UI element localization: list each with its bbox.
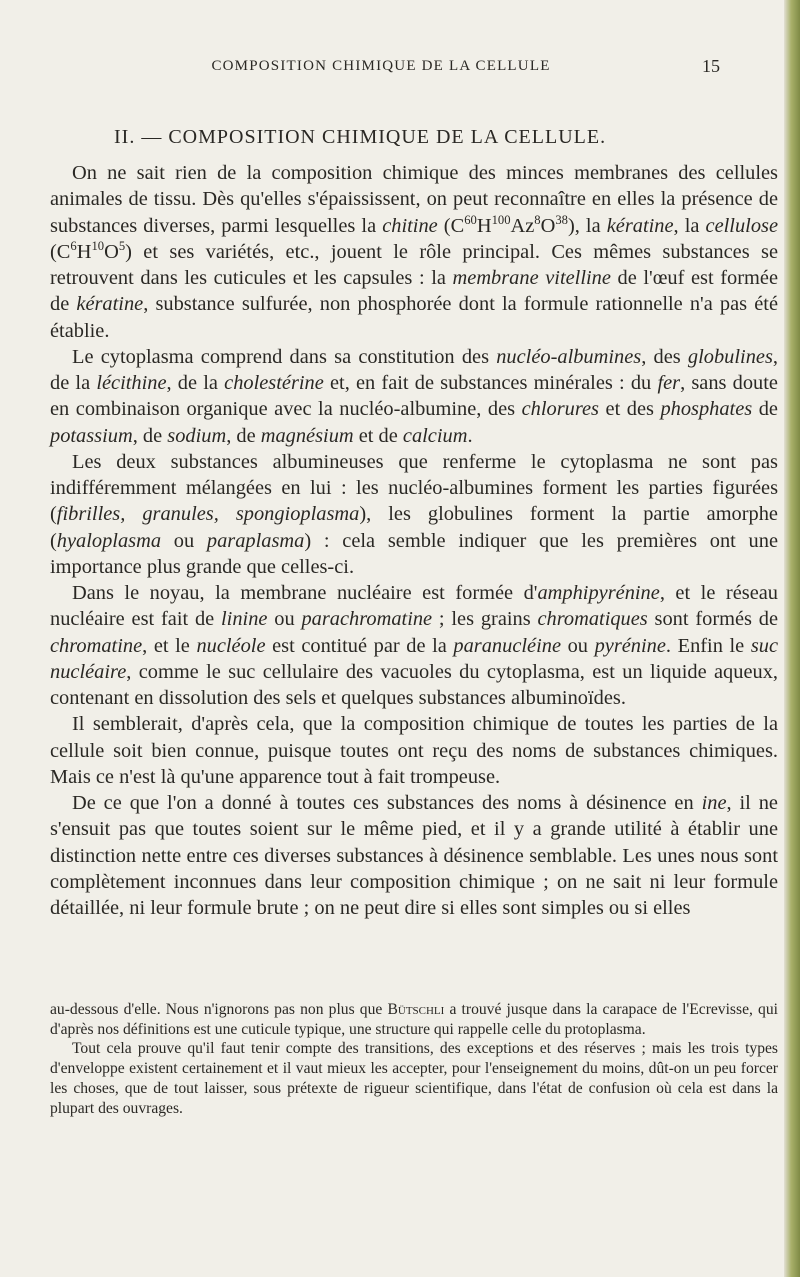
paragraph-2: Le cytoplasma comprend dans sa constitution des nucléo-albumines, des globulines, de la lécithine, de la cholestérine et, en fait de substances minérales : du fer, sans doute en combinaison organique avec la nucléo-albumine, des chlorures et des phosphates de potassium, de sodium, de magnésium et de calcium.	[50, 345, 778, 447]
paragraph-4: Dans le noyau, la membrane nucléaire est formée d'amphipyrénine, et le réseau nucléaire est fait de linine ou parachromatine ; les grains chromatiques sont formés de chromatine, et le nucléole est contitué par de la paranucléine ou pyrénine. Enfin le suc nucléaire, comme le suc cellulaire des vacuoles du cytoplasma, est un liquide aqueux, contenant en dissolution des sels et quelques substances albuminoïdes.	[50, 582, 779, 709]
paragraph-6: De ce que l'on a donné à toutes ces substances des noms à désinence en ine, il ne s'ensuit pas que toutes soient sur le même pied, et il y a grande utilité à établir une distinction nette entre ces diverses substances à désinence semblable. Les unes nous sont complètement inconnues dans leur composition chimique ; on ne sait ni leur formule détaillée, ni leur formule brute ; on ne peut dire si elles sont simples ou si elles	[50, 792, 778, 919]
page-number: 15	[702, 56, 720, 76]
paragraph-1: On ne sait rien de la composition chimique des minces membranes des cellules animales de tissu. Dès qu'elles s'épaississent, on peut reconnaître en elles la présence de substances diverses, parmi lesquelles la chitine $(C^{60}H^{100}Az^8O^{38})$, la kératine, la cellulose $(C^6H^{10}O^5)$ et ses variétés, etc., jouent le rôle principal. Ces mêmes substances se retrouvent dans les cuticules et les capsules : la membrane vitelline de l'œuf est formée de kératine, substance sulfurée, non phosphorée dont la formule rationnelle n'a pas été établie.	[50, 162, 779, 342]
section-title: II. — COMPOSITION CHIMIQUE DE LA CELLULE.	[114, 126, 607, 148]
paragraph-3: Les deux substances albumineuses que renferme le cytoplasma ne sont pas indifféremment mélangées en lui : les nucléo-albumines forment les parties figurées (fibrilles, granules, spongioplasma), les globulines forment la partie amorphe (hyaloplasma ou paraplasma) : cela semble indiquer que les premières ont une importance plus grande que celles-ci.	[50, 450, 778, 578]
running-head: COMPOSITION CHIMIQUE DE LA CELLULE	[211, 58, 551, 74]
paragraph-5: Il semblerait, d'après cela, que la composition chimique de toutes les parties de la cellule soit bien connue, puisque toutes ont reçu des noms de substances chimiques. Mais ce n'est là qu'une apparence tout à fait trompeuse.	[50, 713, 778, 788]
page-edge-binding	[784, 0, 800, 1277]
footnotes	[50, 1000, 778, 1118]
footnote-continuation: au-dessous d'elle. Nous n'ignorons pas non plus que Bütschli a trouvé jusque dans la carapace de l'Ecrevisse, qui d'après nos définitions est une cuticule typique, une structure qui rappelle celle du protoplasma.	[50, 1001, 778, 1038]
body-text	[50, 160, 778, 921]
footnote-paragraph: Tout cela prouve qu'il faut tenir compte des transitions, des exceptions et des réserves ; mais les trois types d'enveloppe existent certainement et il vaut mieux les accepter, pour l'enseignement du moins, dût-on un peu forcer les choses, que de tout laisser, sous prétexte de rigueur scientifique, dans l'état de confusion où cela est dans la plupart des ouvrages.	[50, 1040, 778, 1117]
